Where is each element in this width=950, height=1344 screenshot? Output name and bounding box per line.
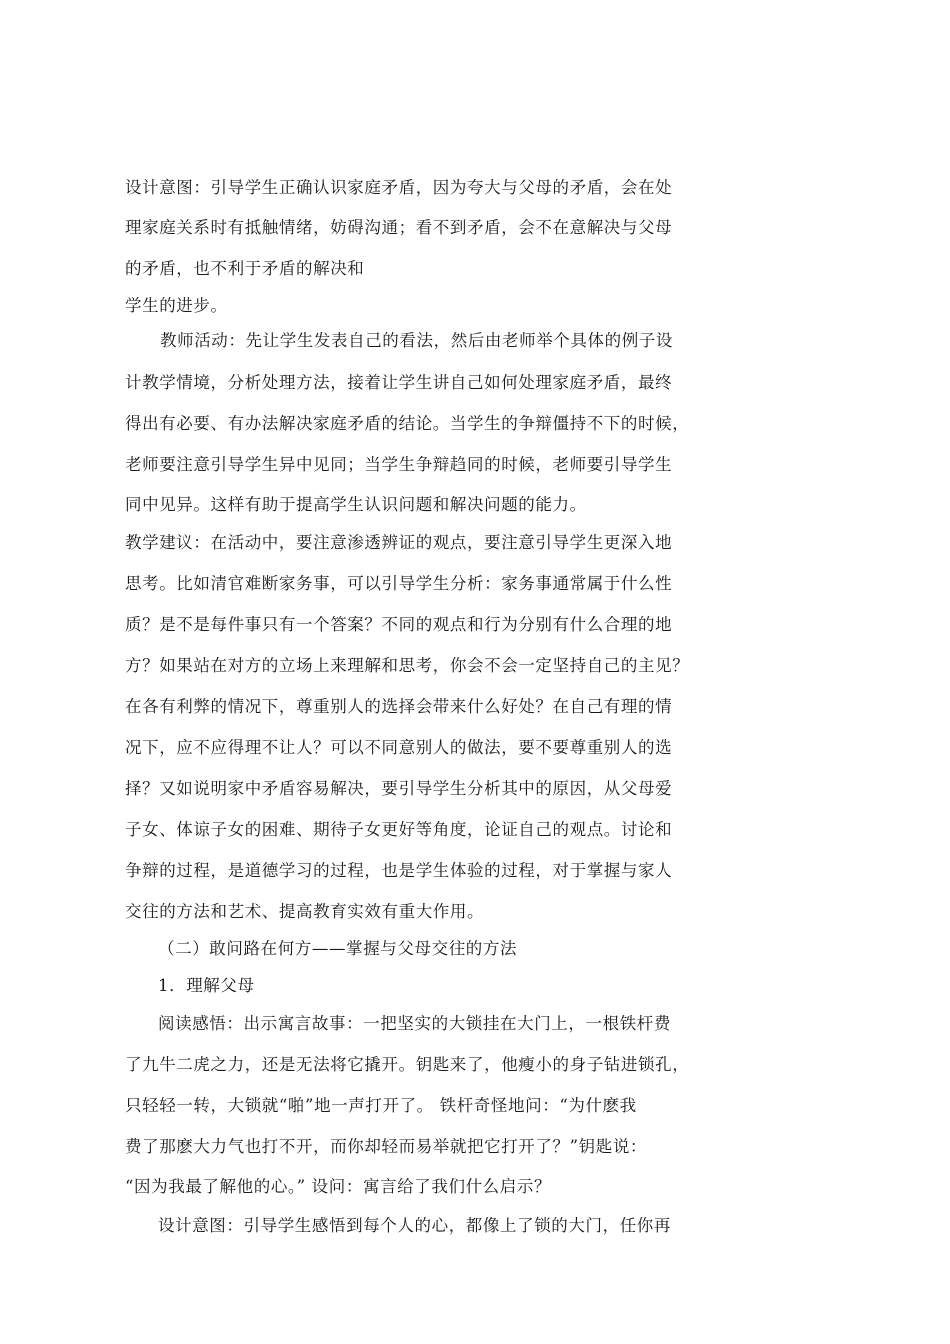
paragraph-line: 方？如果站在对方的立场上来理解和思考，你会不会一定坚持自己的主见？ [125, 656, 690, 675]
paragraph-line: “因为我最了解他的心。” 设问：寓言给了我们什么启示？ [125, 1177, 552, 1196]
paragraph-line: 争辩的过程，是道德学习的过程，也是学生体验的过程，对于掌握与家人 [125, 861, 673, 880]
paragraph-line: 阅读感悟：出示寓言故事：一把坚实的大锁挂在大门上，一根铁杆费 [158, 1014, 671, 1033]
paragraph-line: 费了那麽大力气也打不开，而你却轻而易举就把它打开了？”钥匙说： [125, 1137, 648, 1156]
paragraph-line: 思考。比如清官难断家务事，可以引导学生分析：家务事通常属于什么性 [125, 574, 673, 593]
paragraph-line: 理家庭关系时有抵触情绪，妨碍沟通；看不到矛盾，会不在意解决与父母 [125, 218, 673, 237]
paragraph-line: 老师要注意引导学生异中见同；当学生争辩趋同的时候，老师要引导学生 [125, 455, 673, 474]
paragraph-line: 子女、体谅子女的困难、期待子女更好等角度，论证自己的观点。讨论和 [125, 820, 673, 839]
paragraph-line: 质？是不是每件事只有一个答案？不同的观点和行为分别有什么合理的地 [125, 615, 673, 634]
paragraph-line: 况下，应不应得理不让人？可以不同意别人的做法，要不要尊重别人的选 [125, 738, 673, 757]
paragraph-line: 在各有利弊的情况下，尊重别人的选择会带来什么好处？在自己有理的情 [125, 697, 673, 716]
section-heading: （二）敢问路在何方——掌握与父母交往的方法 [158, 939, 518, 958]
paragraph-line: 只轻轻一转，大锁就“啪”地一声打开了。 铁杆奇怪地问：“为什麽我 [125, 1096, 637, 1115]
paragraph-line: 择？又如说明家中矛盾容易解决，要引导学生分析其中的原因，从父母爱 [125, 779, 673, 798]
paragraph-line: 计教学情境，分析处理方法，接着让学生讲自己如何处理家庭矛盾，最终 [125, 373, 673, 392]
paragraph-line: 交往的方法和艺术、提高教育实效有重大作用。 [125, 902, 485, 921]
paragraph-line: 教师活动：先让学生发表自己的看法，然后由老师举个具体的例子设 [160, 331, 673, 350]
paragraph-line: 设计意图：引导学生感悟到每个人的心，都像上了锁的大门，任你再 [158, 1216, 671, 1235]
subsection-heading: 1．理解父母 [158, 976, 255, 995]
paragraph-line: 教学建议：在活动中，要注意渗透辨证的观点，要注意引导学生更深入地 [125, 533, 673, 552]
paragraph-line: 设计意图：引导学生正确认识家庭矛盾，因为夸大与父母的矛盾，会在处 [125, 178, 673, 197]
paragraph-line: 同中见异。这样有助于提高学生认识问题和解决问题的能力。 [125, 495, 587, 514]
paragraph-line: 了九牛二虎之力，还是无法将它撬开。钥匙来了，他瘦小的身子钻进锁孔， [125, 1055, 690, 1074]
paragraph-line: 的矛盾，也不利于矛盾的解决和 [125, 259, 365, 278]
paragraph-line: 学生的进步。 [125, 296, 228, 315]
paragraph-line: 得出有必要、有办法解决家庭矛盾的结论。当学生的争辩僵持不下的时候， [125, 414, 690, 433]
